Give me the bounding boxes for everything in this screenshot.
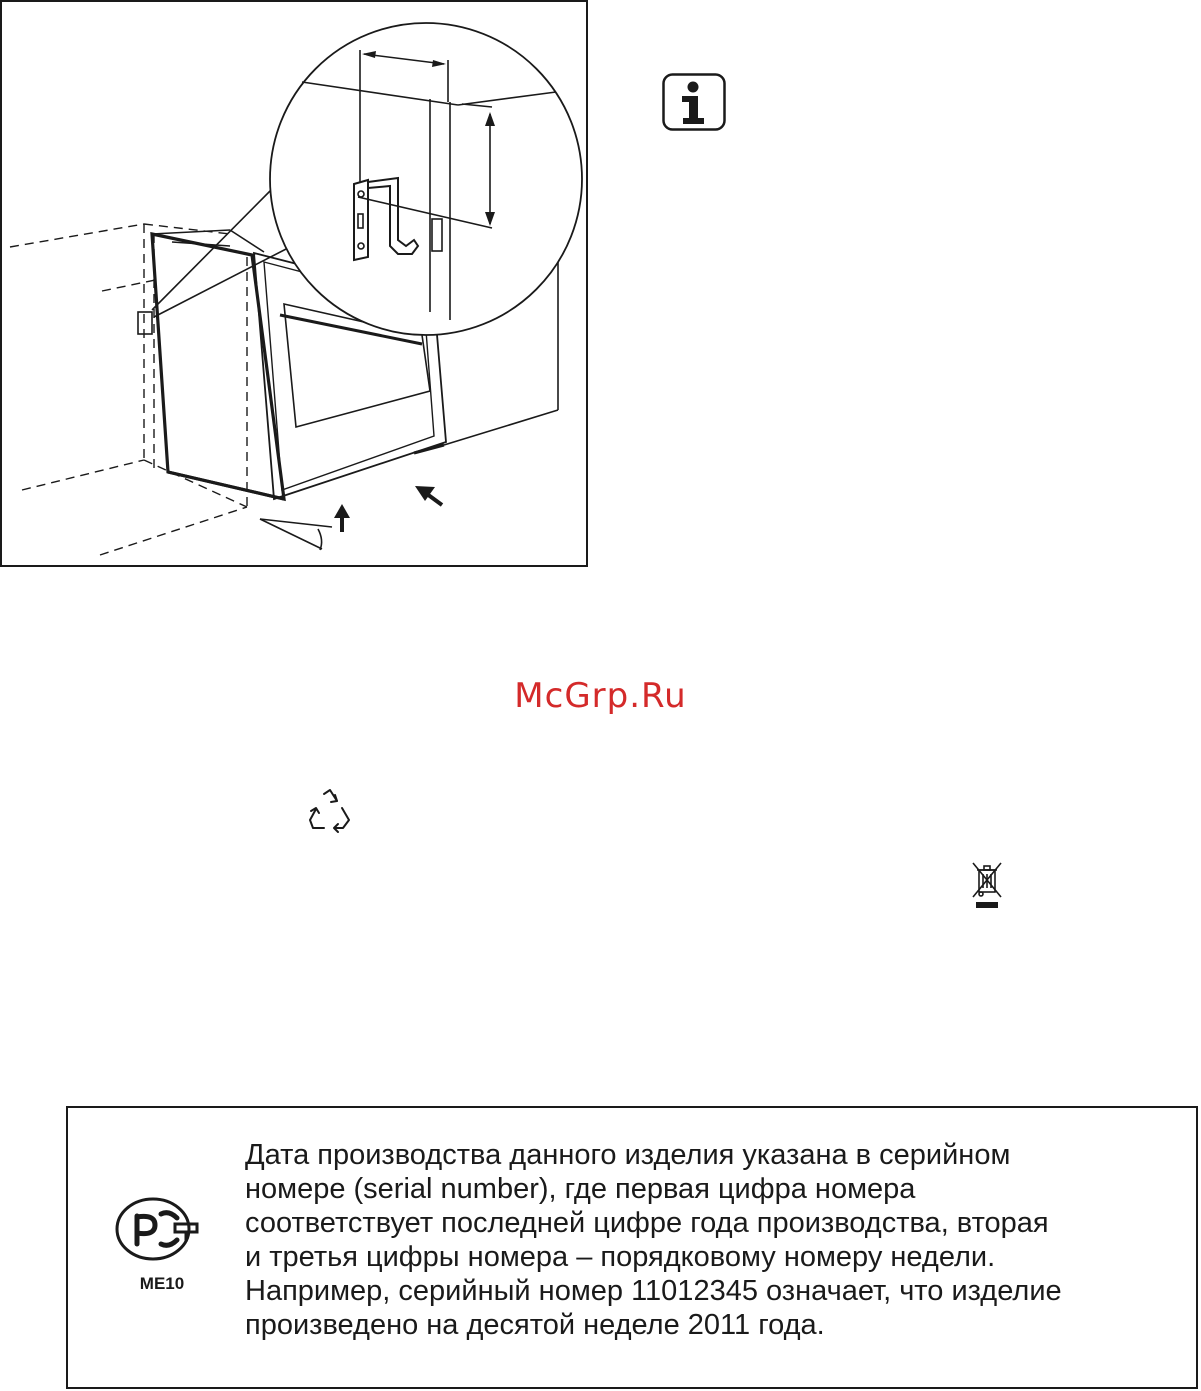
- installation-figure: [0, 0, 588, 567]
- notice-line: Дата производства данного изделия указана в серийном: [245, 1139, 1011, 1171]
- notice-line: Например, серийный номер 11012345 означает, что изделие: [245, 1275, 1062, 1307]
- watermark: McGrp.Ru: [514, 676, 687, 716]
- certification-code: ME10: [139, 1274, 185, 1293]
- oven-installation-diagram: [2, 2, 590, 569]
- manufacture-date-notice: [66, 1106, 1198, 1389]
- notice-line: соответствует последней цифре года производства, вторая: [245, 1207, 1049, 1239]
- info-icon: [662, 73, 726, 131]
- notice-line: произведено на десятой неделе 2011 года.: [245, 1309, 825, 1341]
- notice-line: номере (serial number), где первая цифра номера: [245, 1173, 916, 1205]
- crossed-out-bin-icon: [970, 860, 1004, 912]
- pct-certification-mark-icon: [111, 1196, 201, 1262]
- notice-line: и третья цифры номера – порядковому номеру недели.: [245, 1241, 996, 1273]
- notice-text: [245, 1138, 1185, 1342]
- recycle-icon: [305, 786, 355, 836]
